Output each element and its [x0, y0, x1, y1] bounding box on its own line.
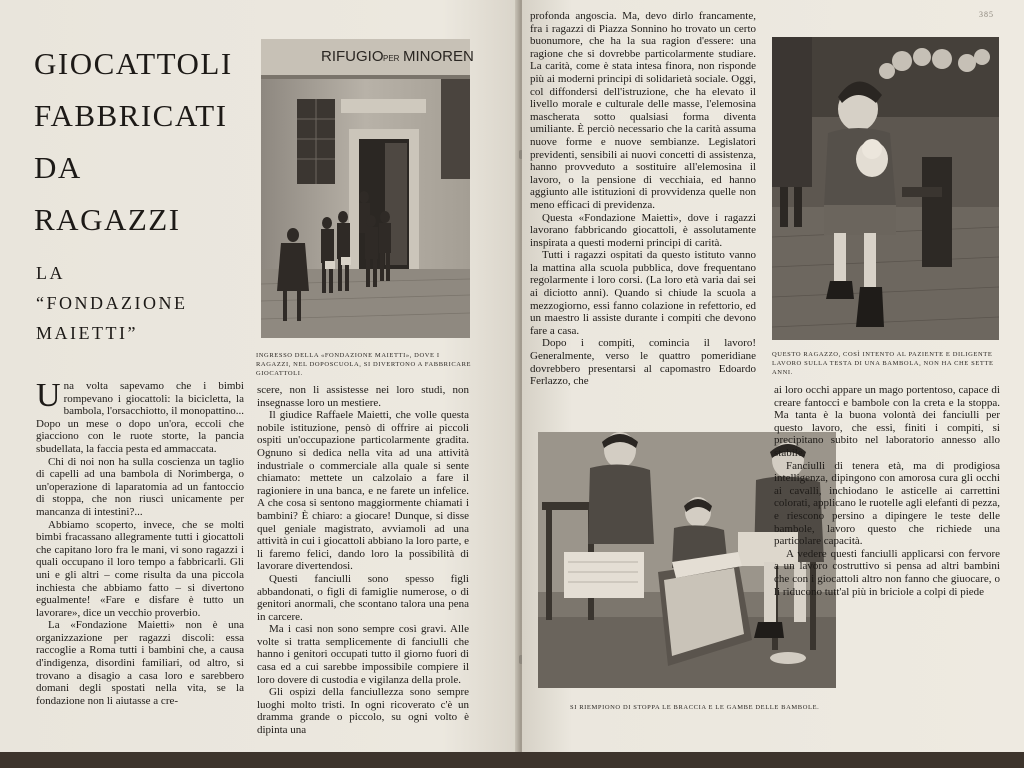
text-column — [774, 384, 1000, 724]
drop-cap: U — [36, 377, 61, 414]
photo-caption: QUESTO RAGAZZO, COSÌ INTENTO AL PAZIENTE E DILIGENTE LAVORO SULLA TESTA DI UNA BAMBOLA, NON HA CHE SETTE ANNI. — [772, 351, 994, 376]
table-surface — [0, 752, 1024, 768]
paragraph: La «Fondazione Maietti» non è una organizzazione per ragazzi discoli: essa raccoglie a Roma tutti i bambini che, a causa d'indigenza, disordini familiari, od altro, si trovano a disagio a casa loro e sarebbero domani degli spostati nella vita, se la fondazione non li aiutasse a cre- — [36, 619, 244, 707]
sign-word: RIFUGIO — [321, 48, 384, 65]
subtitle-line: “FONDAZIONE — [36, 293, 188, 313]
paragraph-text: na volta sapevamo che i bimbi rompevano i giocattoli: la bicicletta, la bambola, l'orsacchiotto, il monopattino... Dopo un mese o dopo un'ora, eccoli che giacciono con le ruote storte, la pancia sbudellata, la faccia pesta ed ammaccata. — [36, 380, 244, 455]
paragraph: Tutti i ragazzi ospitati da questo istituto vanno la mattina alla scuola pubblica, dove frequentano regolarmente i loro corsi. (La loro età varia dai sei ai diciotto anni). Quando si chiude la scuola a mezzogiorno, essi fanno colazione in refettorio, ed un maestro li assiste durante i compiti che devono fare a casa. — [530, 249, 756, 337]
paragraph: Il giudice Raffaele Maietti, che volle questa nobile istituzione, pensò di offrire ai piccoli ospiti un'occupazione particolarmente gradita. Ognuno si dedica nella vita ad una attività industriale o commerciale alla quale si sente chiamato: mettete un calzolaio a fare il ragioniere in una banca, e ne farete un infelice. A che cosa si sentono maggiormente chiamati i bambini? È chiaro: a giocare! Dunque, si disse quel geniale magistrato, avviamoli ad una attività in cui i giocattoli abbiano la loro parte, e li faremo felici, dando loro la possibilità di lavorare divertendosi. — [257, 409, 469, 573]
text-column — [36, 377, 244, 707]
paragraph: Dopo i compiti, comincia il lavoro! Generalmente, verso le quattro pomeridiane dovrebbero presentarsi al capomastro Edoardo Ferlazzo, che — [530, 337, 756, 388]
text-column — [257, 384, 469, 737]
title-line: GIOCATTOLI — [34, 46, 233, 81]
paragraph: Questi fanciulli sono spesso figli abbandonati, o figli di famiglie numerose, o di genitori anormali, che scontano talora una pena in carcere. — [257, 572, 469, 623]
paragraph: Ma i casi non sono sempre così gravi. Alle volte si tratta semplicemente di fanciulli che hanno i genitori occupati tutto il giorno fuori di casa ed a cui sarebbe impossibile compiere il loro dovere di custodia e vigilanza della prole. — [257, 623, 469, 686]
text-column — [530, 10, 756, 420]
subtitle-line: LA — [36, 263, 65, 283]
article-title — [34, 38, 254, 246]
paragraph: Abbiamo scoperto, invece, che se molti bimbi fracassano allegramente tutti i giocattoli che capitano loro fra le mani, vi sono ragazzi i quali occupano il loro tempo a fabbricarli. Gli uni e gli altri – come risulta da una piccola inchiesta che abbiamo fatto – si divertono egualmente! «Fare e disfare è tutto un lavorare», dice un vecchio proverbio. — [36, 518, 244, 619]
paragraph: Gli ospizi della fanciullezza sono sempre luoghi molto tristi. In ogni ricoverato c'è un dramma grande o piccolo, su ogni volto è dipinta una — [257, 686, 469, 737]
paragraph: Chi di noi non ha sulla coscienza un taglio di capelli ad una bambola di Norimberga, o un'operazione di laparatomia ad un fantoccio di stoppa, che non riuscì unicamente per mancanza di intestini?... — [36, 455, 244, 518]
paragraph: scere, non li assistesse nei loro studi, non insegnasse loro un mestiere. — [257, 384, 469, 409]
photo-boy-with-doll — [772, 37, 999, 340]
paragraph: profonda angoscia. Ma, devo dirlo francamente, fra i ragazzi di Piazza Sonnino ho trovato un certo buonumore, che ha la sua ragion d'essere: una ragione che si dovrebbe particolarmente studiare. La carità, come è stata intesa finora, non risponde più ai moderni principi di solidarietà sociale. Oggi, col diffondersi dell'istruzione, che ha elevato il livello morale e culturale delle masse, l'elemosina mascherata sotto qualsiasi forma diventa umiliante. È perciò necessario che la carità assuma nuove forme e nuove sembianze. Legislatori previdenti, sensibili ai nuovi concetti di assistenza, hanno provveduto a sostituire all'elemosina il lavoro, o la pensione di vecchiaia, ed hanno aggiunto alle istituzioni di provvidenza quelle non meno efficaci di previdenza. — [530, 10, 756, 211]
photo-caption: SI RIEMPIONO DI STOPPA LE BRACCIA E LE GAMBE DELLE BAMBOLE. — [570, 704, 820, 711]
photo-building-entrance — [261, 39, 474, 338]
paragraph: Questa «Fondazione Maietti», dove i ragazzi lavorano fabbricando giocattoli, è assolutamente inspirata a questi moderni principi di carità. — [530, 211, 756, 249]
sign-word: PER — [383, 54, 400, 63]
page-number: 385 — [979, 10, 994, 19]
boy-with-doll-image — [772, 37, 999, 340]
paragraph: A vedere questi fanciulli applicarsi con fervore a un lavoro costruttivo si pensa ad altri bambini che con i giocattoli altro non fanno che giuocare, o li riducono tutt'al più in briciole a colpi di piede — [774, 547, 1000, 598]
title-line: FABBRICATI — [34, 98, 228, 133]
title-line: DA — [34, 150, 82, 185]
right-page — [522, 0, 1024, 768]
paragraph: ai loro occhi appare un mago portentoso, capace di creare fantocci e bambole con la creta e la stoppa. Ma tanta è la buona volontà dei fanciulli per questo lavoro, che essi, finiti i compiti, si precipitano subito nel laboratorio annesso allo stabile. — [774, 384, 1000, 459]
building-entrance-image — [261, 39, 474, 338]
subtitle-line: MAIETTI” — [36, 323, 138, 343]
paragraph — [36, 377, 244, 456]
article-subtitle — [36, 258, 256, 348]
title-line: RAGAZZI — [34, 202, 181, 237]
photo-caption: INGRESSO DELLA «FONDAZIONE MAIETTI», DOVE I RAGAZZI, NEL DOPOSCUOLA, SI DIVERTONO A FABBRICARE GIOCATTOLI. — [256, 352, 472, 377]
paragraph: Fanciulli di tenera età, ma di prodigiosa intelligenza, dipingono con amorosa cura gli occhi ai cavalli, inchiodano le asticelle ai carrettini colorati, applicano le ruotelle agli elefanti di pezza, e riescono persino a dipingere le teste delle bambole, lavoro questo che richiede una particolare capacità. — [774, 459, 1000, 548]
sign-word: MINOREN — [403, 48, 474, 65]
